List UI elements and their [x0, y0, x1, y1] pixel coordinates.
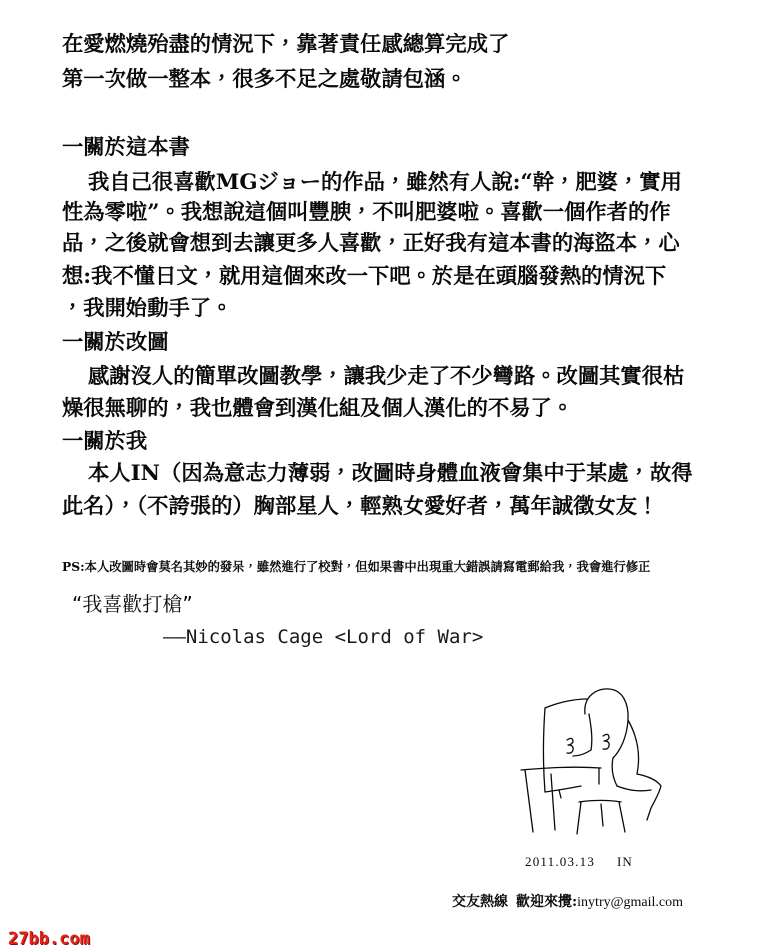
- chair-sketch: [577, 801, 625, 835]
- watermark-logo: 27bb.com: [8, 929, 90, 949]
- paragraph-line: 性為零啦”。我想說這個叫豐腴，不叫肥婆啦。喜歡一個作者的作: [62, 200, 671, 225]
- paragraph-line: 品，之後就會想到去讓更多人喜歡，正好我有這本書的海盜本，心: [62, 231, 680, 256]
- intro-line: 第一次做一整本，很多不足之處敬請包涵。: [62, 67, 467, 92]
- quote-text: “我喜歡打槍”: [72, 592, 193, 616]
- contact-line: [452, 893, 683, 912]
- paragraph-line: ，我開始動手了。: [62, 296, 233, 321]
- paragraph-line: 想:我不懂日文，就用這個來改一下吧。於是在頭腦發熱的情況下: [62, 264, 667, 289]
- section-heading: 一關於這本書: [62, 135, 190, 160]
- signature-name: IN: [617, 854, 633, 869]
- paragraph-line: 感謝沒人的簡單改圖教學，讓我少走了不少彎路。改圖其實很枯: [88, 364, 685, 389]
- signature-date: 2011.03.13: [525, 854, 596, 869]
- contact-email: inytry@gmail.com: [577, 895, 683, 910]
- paragraph-line: 我自己很喜歡MGジョー的作品，雖然有人說:“幹，肥婆，實用: [88, 170, 682, 195]
- section-heading: 一關於改圖: [62, 330, 169, 355]
- section-heading: 一關於我: [62, 429, 148, 454]
- contact-hotline-label: 交友熱線: [452, 894, 508, 910]
- person-sketch: [573, 689, 661, 820]
- paragraph-line: 此名），（不誇張的）胸部星人，輕熟女愛好者，萬年誠徵女友！: [62, 494, 659, 519]
- paragraph-line: 燥很無聊的，我也體會到漢化組及個人漢化的不易了。: [62, 396, 574, 421]
- ps-note: PS:本人改圖時會莫名其妙的發呆，雖然進行了校對，但如果書中出現重大錯誤請寫電郵給我，我會進行修正: [62, 559, 651, 574]
- person-at-computer-sketch: [515, 684, 675, 844]
- quote-attribution: ——Nicolas Cage <Lord of War>: [163, 626, 484, 648]
- intro-line: 在愛燃燒殆盡的情況下，靠著責任感總算完成了: [62, 32, 510, 57]
- desk-sketch: [521, 767, 601, 832]
- contact-welcome-label: 歡迎來攪:: [516, 894, 578, 910]
- paragraph-line: 本人IN（因為意志力薄弱，改圖時身體血液會集中于某處，故得: [88, 461, 693, 486]
- monitor-sketch: [544, 699, 588, 798]
